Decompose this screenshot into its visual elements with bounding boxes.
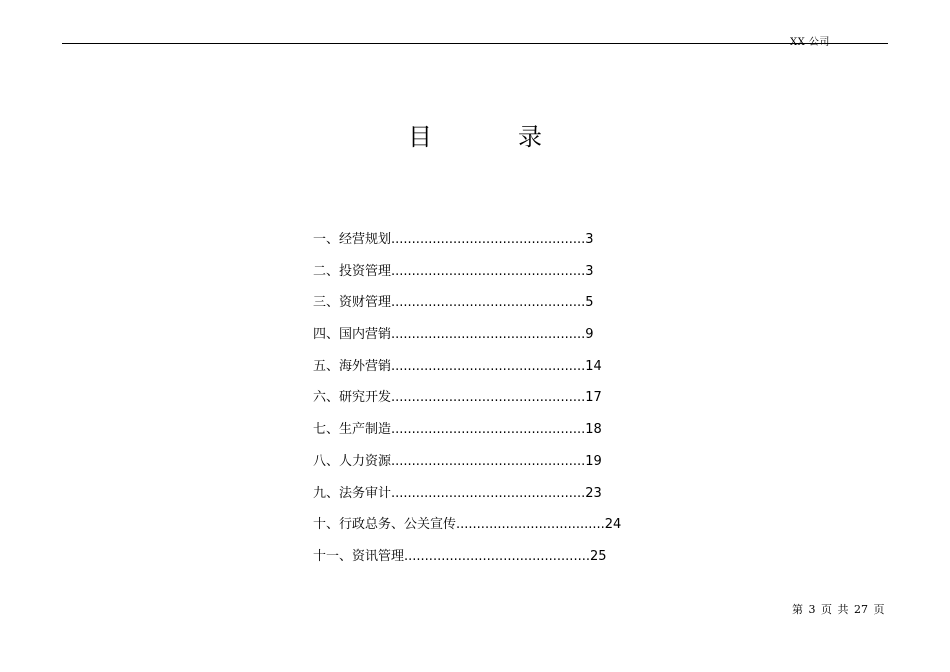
toc-leader-dots: .................................... (456, 517, 605, 533)
toc-entry-label: 二、投资管理 (313, 263, 392, 279)
toc-entry-page: 23 (585, 485, 602, 501)
toc-leader-dots: ............................................... (391, 327, 586, 343)
toc-entry[interactable] (313, 515, 633, 547)
toc-entry[interactable] (313, 293, 633, 325)
toc-entry-label: 五、海外营销 (313, 358, 392, 374)
toc-entry-page: 18 (585, 422, 602, 438)
toc-leader-dots: ............................................. (404, 548, 590, 564)
toc-entry-page: 3 (585, 263, 594, 279)
toc-entry[interactable] (313, 357, 633, 389)
toc-entry-label: 六、研究开发 (313, 390, 392, 406)
title-char-2: 录 (518, 123, 542, 151)
toc-entry[interactable] (313, 262, 633, 294)
toc-entry[interactable] (313, 452, 633, 484)
toc-entry-page: 5 (585, 295, 594, 311)
toc-entry-label: 七、生产制造 (313, 422, 392, 438)
table-of-contents (313, 230, 633, 579)
toc-entry-label: 八、人力资源 (313, 453, 392, 469)
toc-entry-label: 十一、资讯管理 (313, 548, 405, 564)
toc-entry-page: 9 (585, 327, 594, 343)
toc-leader-dots: ............................................... (391, 232, 586, 247)
toc-leader-dots: ............................................... (391, 485, 586, 501)
toc-leader-dots: ............................................... (391, 453, 586, 469)
toc-entry-page: 19 (585, 453, 602, 469)
toc-entry[interactable] (313, 388, 633, 420)
toc-entry-page: 17 (585, 390, 602, 406)
toc-entry-page: 24 (604, 517, 622, 533)
title-char-1: 目 (408, 123, 432, 151)
toc-entry[interactable] (313, 484, 633, 516)
toc-leader-dots: ............................................... (391, 358, 586, 374)
toc-entry-label: 十、行政总务、公关宣传 (313, 517, 457, 533)
header-company-name: XX 公司 (790, 37, 830, 48)
toc-leader-dots: ............................................... (391, 390, 586, 406)
toc-entry-page: 25 (589, 548, 607, 564)
toc-entry-page: 3 (585, 232, 594, 247)
toc-entry[interactable] (313, 547, 633, 579)
header-rule (62, 43, 888, 44)
toc-entry[interactable] (313, 230, 633, 262)
toc-entry-label: 一、经营规划 (313, 232, 392, 247)
toc-leader-dots: ............................................... (391, 263, 586, 279)
page-number-footer: 第 3 页 共 27 页 (792, 603, 885, 616)
toc-entry[interactable] (313, 420, 633, 452)
toc-leader-dots: ............................................... (391, 422, 586, 438)
toc-entry[interactable] (313, 325, 633, 357)
toc-entry-label: 三、资财管理 (313, 295, 392, 311)
toc-entry-label: 四、国内营销 (313, 327, 392, 343)
toc-entry-label: 九、法务审计 (313, 485, 392, 501)
toc-leader-dots: ............................................... (391, 295, 586, 311)
toc-entry-page: 14 (585, 358, 602, 374)
